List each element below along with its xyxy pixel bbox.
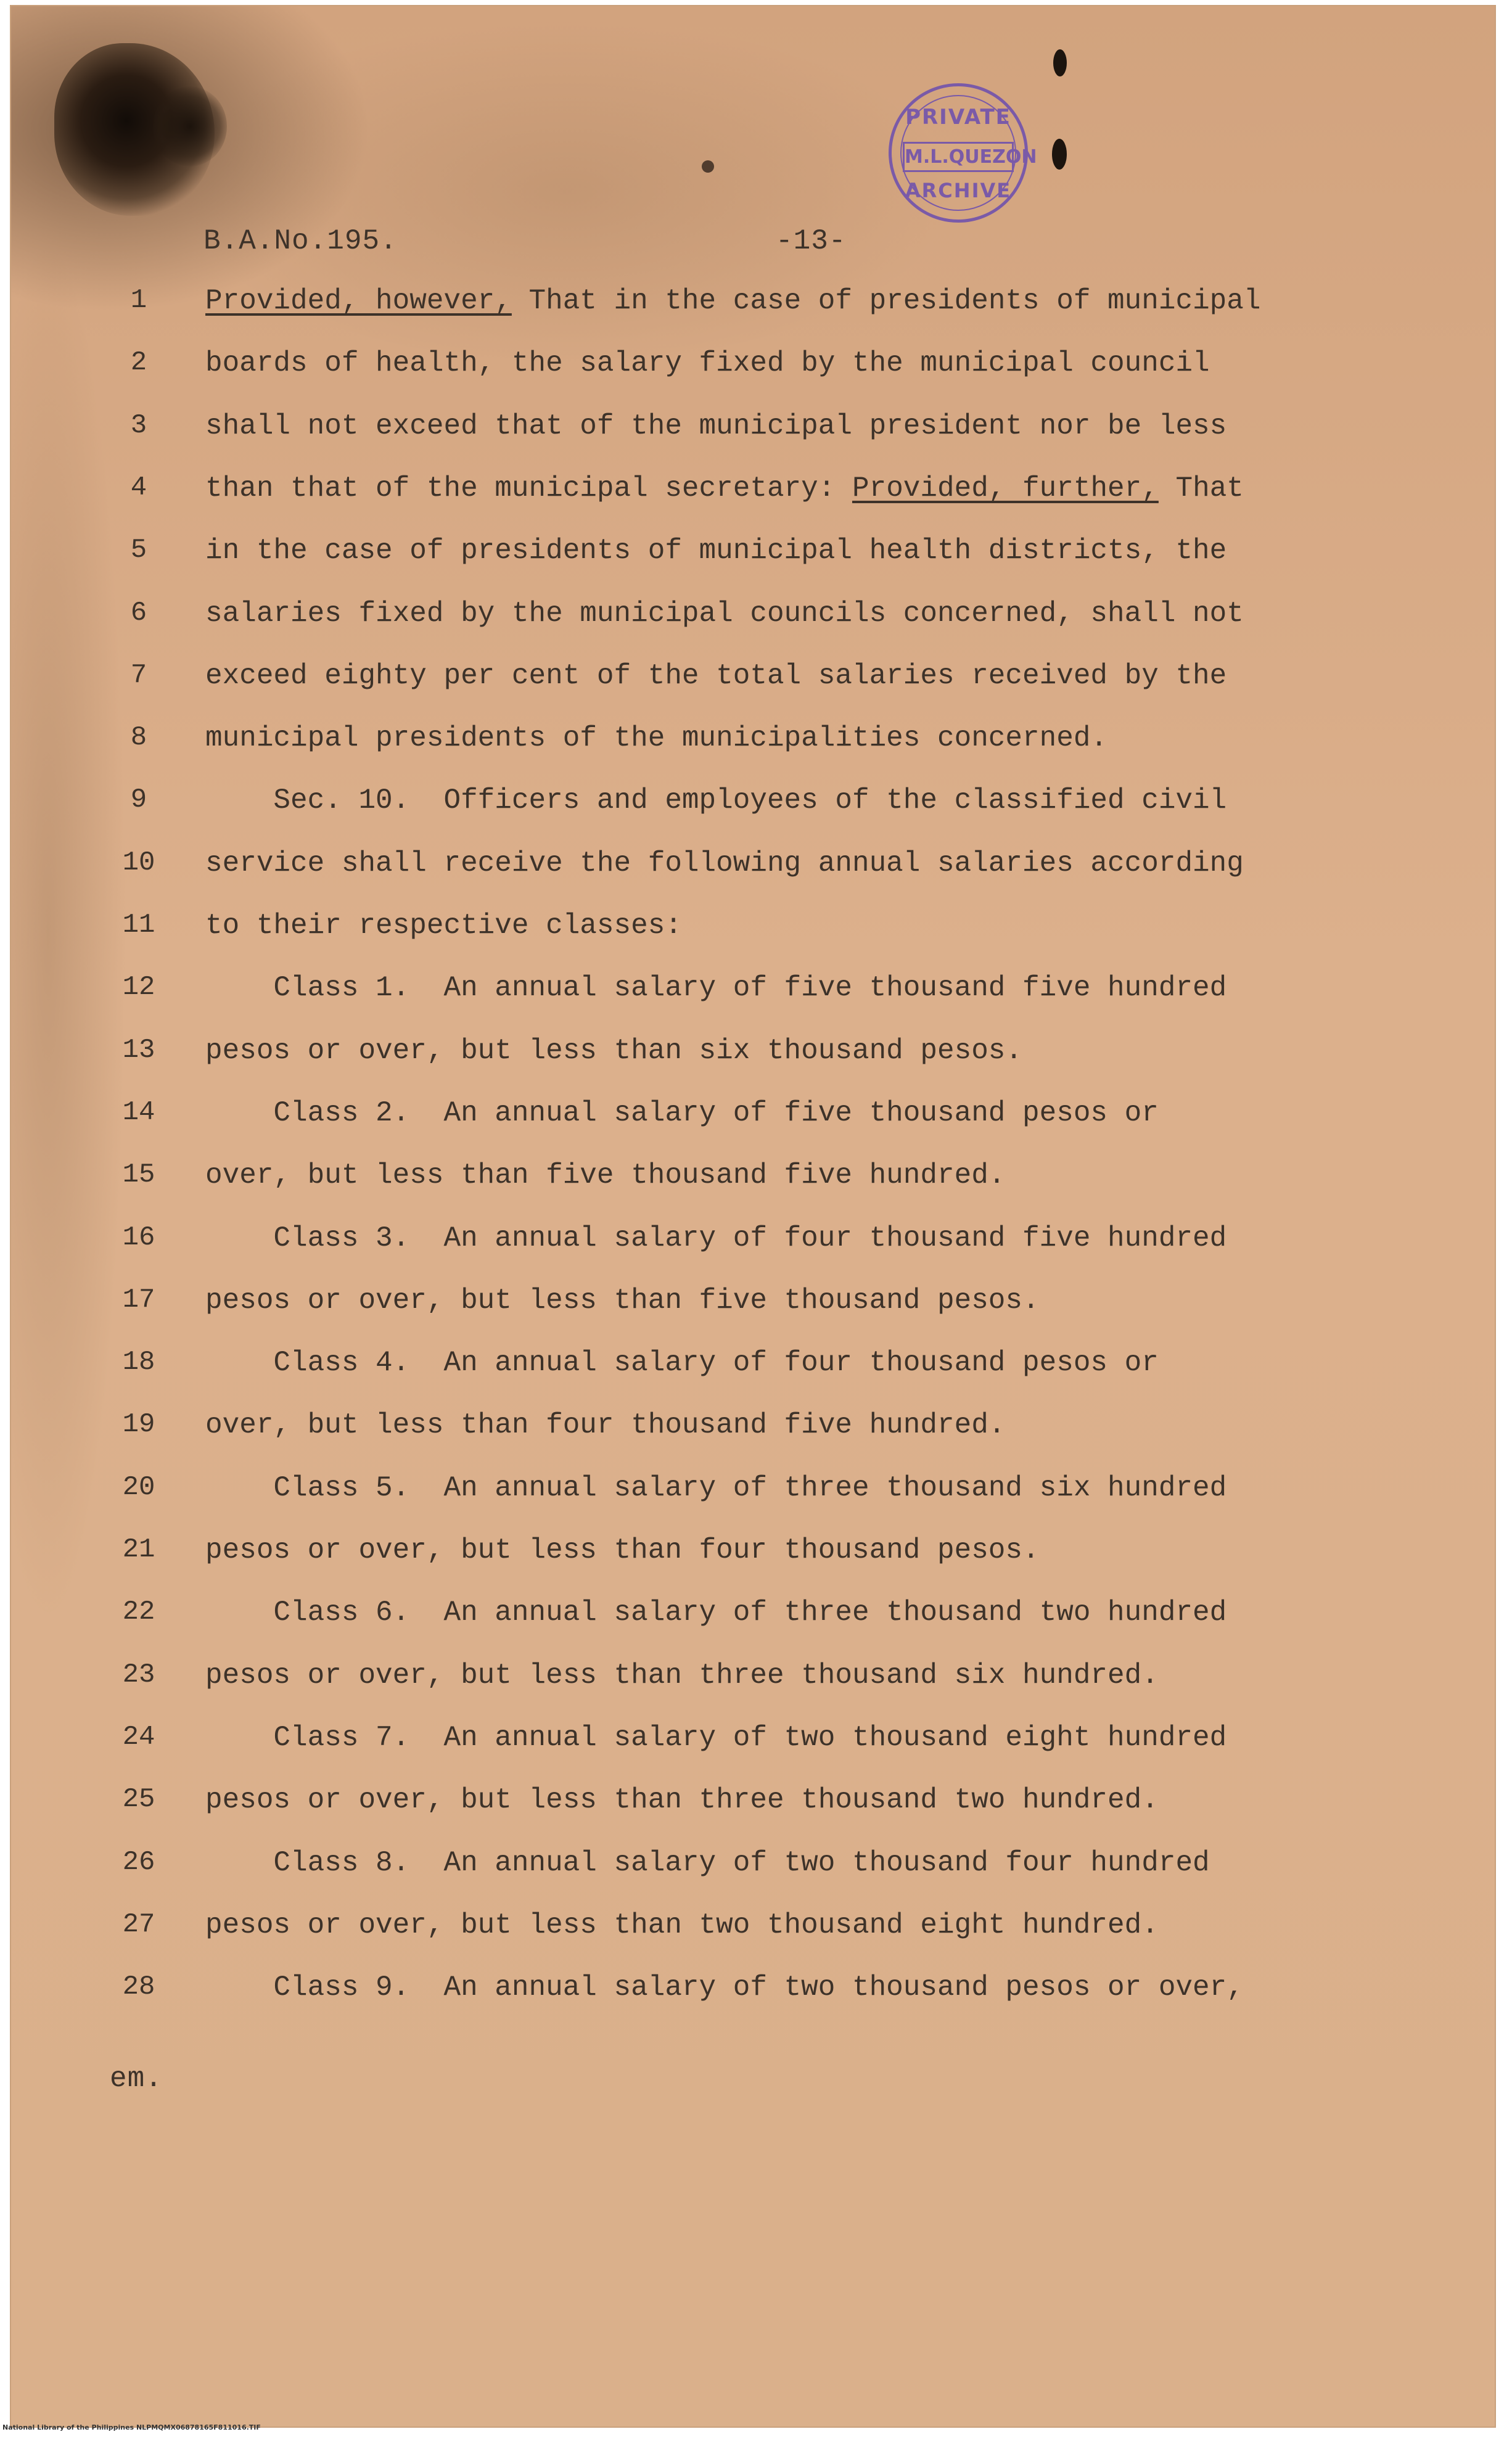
text-line [205, 1222, 1226, 1254]
line-number: 10 [122, 847, 155, 878]
text-line [205, 1722, 1226, 1754]
underlined-phrase: Provided, further, [852, 472, 1159, 504]
line-number: 15 [122, 1159, 155, 1190]
line-number: 17 [122, 1284, 155, 1315]
text-line [205, 1097, 1159, 1129]
ink-spot [1053, 49, 1067, 76]
line-text: service shall receive the following annual salaries according [205, 847, 1244, 879]
footer-caption: National Library of the Philippines NLPMQMX06878165F811016.TIF [2, 2423, 261, 2431]
underlined-phrase: Provided, however, [205, 285, 512, 317]
line-number: 18 [122, 1347, 155, 1378]
text-line [205, 972, 1226, 1004]
text-line [205, 1784, 1159, 1816]
page-number: -13- [776, 225, 847, 257]
line-number: 22 [122, 1597, 155, 1627]
line-text: over, but less than four thousand five hundred. [205, 1409, 1006, 1441]
line-text: boards of health, the salary fixed by the municipal council [205, 347, 1210, 379]
line-text: Class 2. An annual salary of five thousand pesos or [205, 1097, 1159, 1129]
text-line [205, 1284, 1040, 1317]
line-number: 27 [122, 1909, 155, 1940]
text-line [205, 784, 1226, 816]
line-number: 7 [130, 660, 147, 691]
ink-spot [702, 160, 714, 173]
text-line [205, 1159, 1005, 1191]
line-number: 24 [122, 1722, 155, 1753]
line-text: pesos or over, but less than four thousand pesos. [205, 1534, 1040, 1566]
line-text: municipal presidents of the municipalities concerned. [205, 722, 1108, 754]
text-line [205, 1534, 1040, 1566]
line-text: Class 6. An annual salary of three thousand two hundred [205, 1597, 1227, 1629]
text-line [205, 1971, 1244, 2003]
line-text: That in the case of presidents of municipal [511, 285, 1261, 317]
bill-reference: B.A.No.195. [203, 225, 398, 257]
line-text: over, but less than five thousand five hundred. [205, 1159, 1006, 1191]
line-text: exceed eighty per cent of the total salaries received by the [205, 660, 1227, 692]
stamp-bottom-text: ARCHIVE [905, 179, 1012, 202]
line-text: Class 4. An annual salary of four thousand pesos or [205, 1347, 1159, 1379]
line-number: 19 [122, 1409, 155, 1440]
text-line [205, 1472, 1226, 1504]
line-number: 9 [130, 784, 147, 815]
line-number: 26 [122, 1847, 155, 1878]
burn-stain-secondary [153, 86, 227, 166]
ink-spot [1052, 139, 1067, 170]
line-text: Class 3. An annual salary of four thousand five hundred [205, 1222, 1227, 1254]
line-number: 12 [122, 972, 155, 1003]
text-line [205, 1409, 1005, 1441]
line-number: 3 [130, 410, 147, 441]
line-text: Class 7. An annual salary of two thousand eight hundred [205, 1722, 1227, 1754]
line-text: pesos or over, but less than six thousand pesos. [205, 1035, 1023, 1067]
line-text: than that of the municipal secretary: [205, 472, 852, 504]
text-line [205, 535, 1226, 567]
text-line [205, 722, 1107, 754]
line-number: 6 [130, 598, 147, 628]
typist-initials: em. [110, 2063, 163, 2095]
line-text: in the case of presidents of municipal health districts, the [205, 535, 1227, 567]
line-text: pesos or over, but less than five thousand pesos. [205, 1284, 1040, 1317]
text-line [205, 1347, 1159, 1379]
stamp-top-text: PRIVATE [905, 105, 1011, 129]
text-line [205, 598, 1244, 630]
text-line [205, 347, 1210, 379]
line-text: pesos or over, but less than three thousand six hundred. [205, 1659, 1159, 1691]
line-number: 20 [122, 1472, 155, 1503]
line-number: 13 [122, 1035, 155, 1066]
line-text: shall not exceed that of the municipal president nor be less [205, 410, 1227, 442]
line-text: pesos or over, but less than three thousand two hundred. [205, 1784, 1159, 1816]
line-number: 8 [130, 722, 147, 753]
line-number: 21 [122, 1534, 155, 1565]
line-number: 16 [122, 1222, 155, 1253]
line-number: 11 [122, 910, 155, 940]
text-line [205, 1659, 1159, 1691]
line-text: salaries fixed by the municipal councils concerned, shall not [205, 598, 1244, 630]
text-line [205, 1847, 1210, 1879]
line-number: 2 [130, 347, 147, 378]
line-text: pesos or over, but less than two thousand eight hundred. [205, 1909, 1159, 1941]
line-text: That [1158, 472, 1244, 504]
line-text: Class 5. An annual salary of three thousand six hundred [205, 1472, 1227, 1504]
archive-stamp [889, 83, 1037, 223]
text-line [205, 847, 1244, 879]
line-text: to their respective classes: [205, 910, 682, 942]
line-number: 23 [122, 1659, 155, 1690]
line-number: 1 [130, 285, 147, 316]
line-number: 28 [122, 1971, 155, 2002]
text-line [205, 1597, 1226, 1629]
line-text: Class 9. An annual salary of two thousand pesos or over, [205, 1971, 1244, 2003]
stamp-middle-text: M.L.QUEZON [903, 142, 1014, 172]
text-line [205, 910, 682, 942]
line-number: 14 [122, 1097, 155, 1128]
text-line [205, 285, 1261, 317]
line-number: 4 [130, 472, 147, 503]
line-number: 5 [130, 535, 147, 565]
text-line [205, 660, 1226, 692]
text-line [205, 1909, 1159, 1941]
line-text: Class 1. An annual salary of five thousand five hundred [205, 972, 1227, 1004]
line-text: Sec. 10. Officers and employees of the classified civil [205, 784, 1227, 816]
line-text: Class 8. An annual salary of two thousand four hundred [205, 1847, 1210, 1879]
text-line [205, 1035, 1022, 1067]
text-line [205, 472, 1244, 504]
text-line [205, 410, 1226, 442]
line-number: 25 [122, 1784, 155, 1815]
